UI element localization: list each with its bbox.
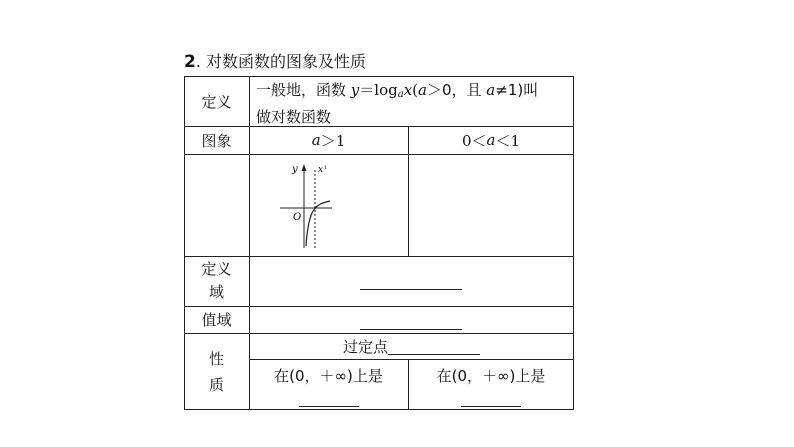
domain-label: 定义 域 xyxy=(201,260,232,301)
definition-label: 定义 xyxy=(201,92,232,111)
monotonic-left-text: 在(0，＋∞)上是 xyxy=(274,367,383,385)
monotonic-right-cell xyxy=(408,359,574,410)
range-blank[interactable] xyxy=(360,328,462,330)
properties-table xyxy=(184,76,574,410)
fixed-point-cell xyxy=(249,333,574,359)
section-heading: 2. 对数函数的图象及性质 xyxy=(184,52,367,72)
divider xyxy=(184,154,574,155)
section-title: 对数函数的图象及性质 xyxy=(206,52,367,71)
monotonic-left-blank[interactable] xyxy=(299,405,359,407)
x-axis-tick: 1 xyxy=(324,165,328,171)
range-label: 值域 xyxy=(201,311,232,329)
y-axis-label: y xyxy=(292,164,298,175)
image-label: 图象 xyxy=(201,131,232,150)
origin-label: O xyxy=(293,212,302,223)
properties-label: 性 质 xyxy=(208,349,224,394)
x-axis-label: x xyxy=(318,165,324,175)
case-a-greater-1: a ＞1 xyxy=(311,131,346,150)
case-a-between-0-1: 0＜ a ＜1 xyxy=(461,131,521,150)
section-number: 2 xyxy=(184,52,196,72)
definition-text: 一般地，函数 $y=\log_ax(a>0$，且 a≠1)叫 做对数函数 xyxy=(256,81,539,126)
domain-blank[interactable] xyxy=(360,288,462,290)
monotonic-right-text: 在(0，＋∞)上是 xyxy=(436,367,546,385)
log-graph-a-greater-1 xyxy=(274,158,334,254)
y-axis-arrow xyxy=(302,164,307,171)
monotonic-left-cell xyxy=(249,359,408,410)
monotonic-right-blank[interactable] xyxy=(461,405,521,407)
fixed-point-text: 过定点 xyxy=(342,337,388,356)
fixed-point-blank[interactable] xyxy=(388,338,480,355)
